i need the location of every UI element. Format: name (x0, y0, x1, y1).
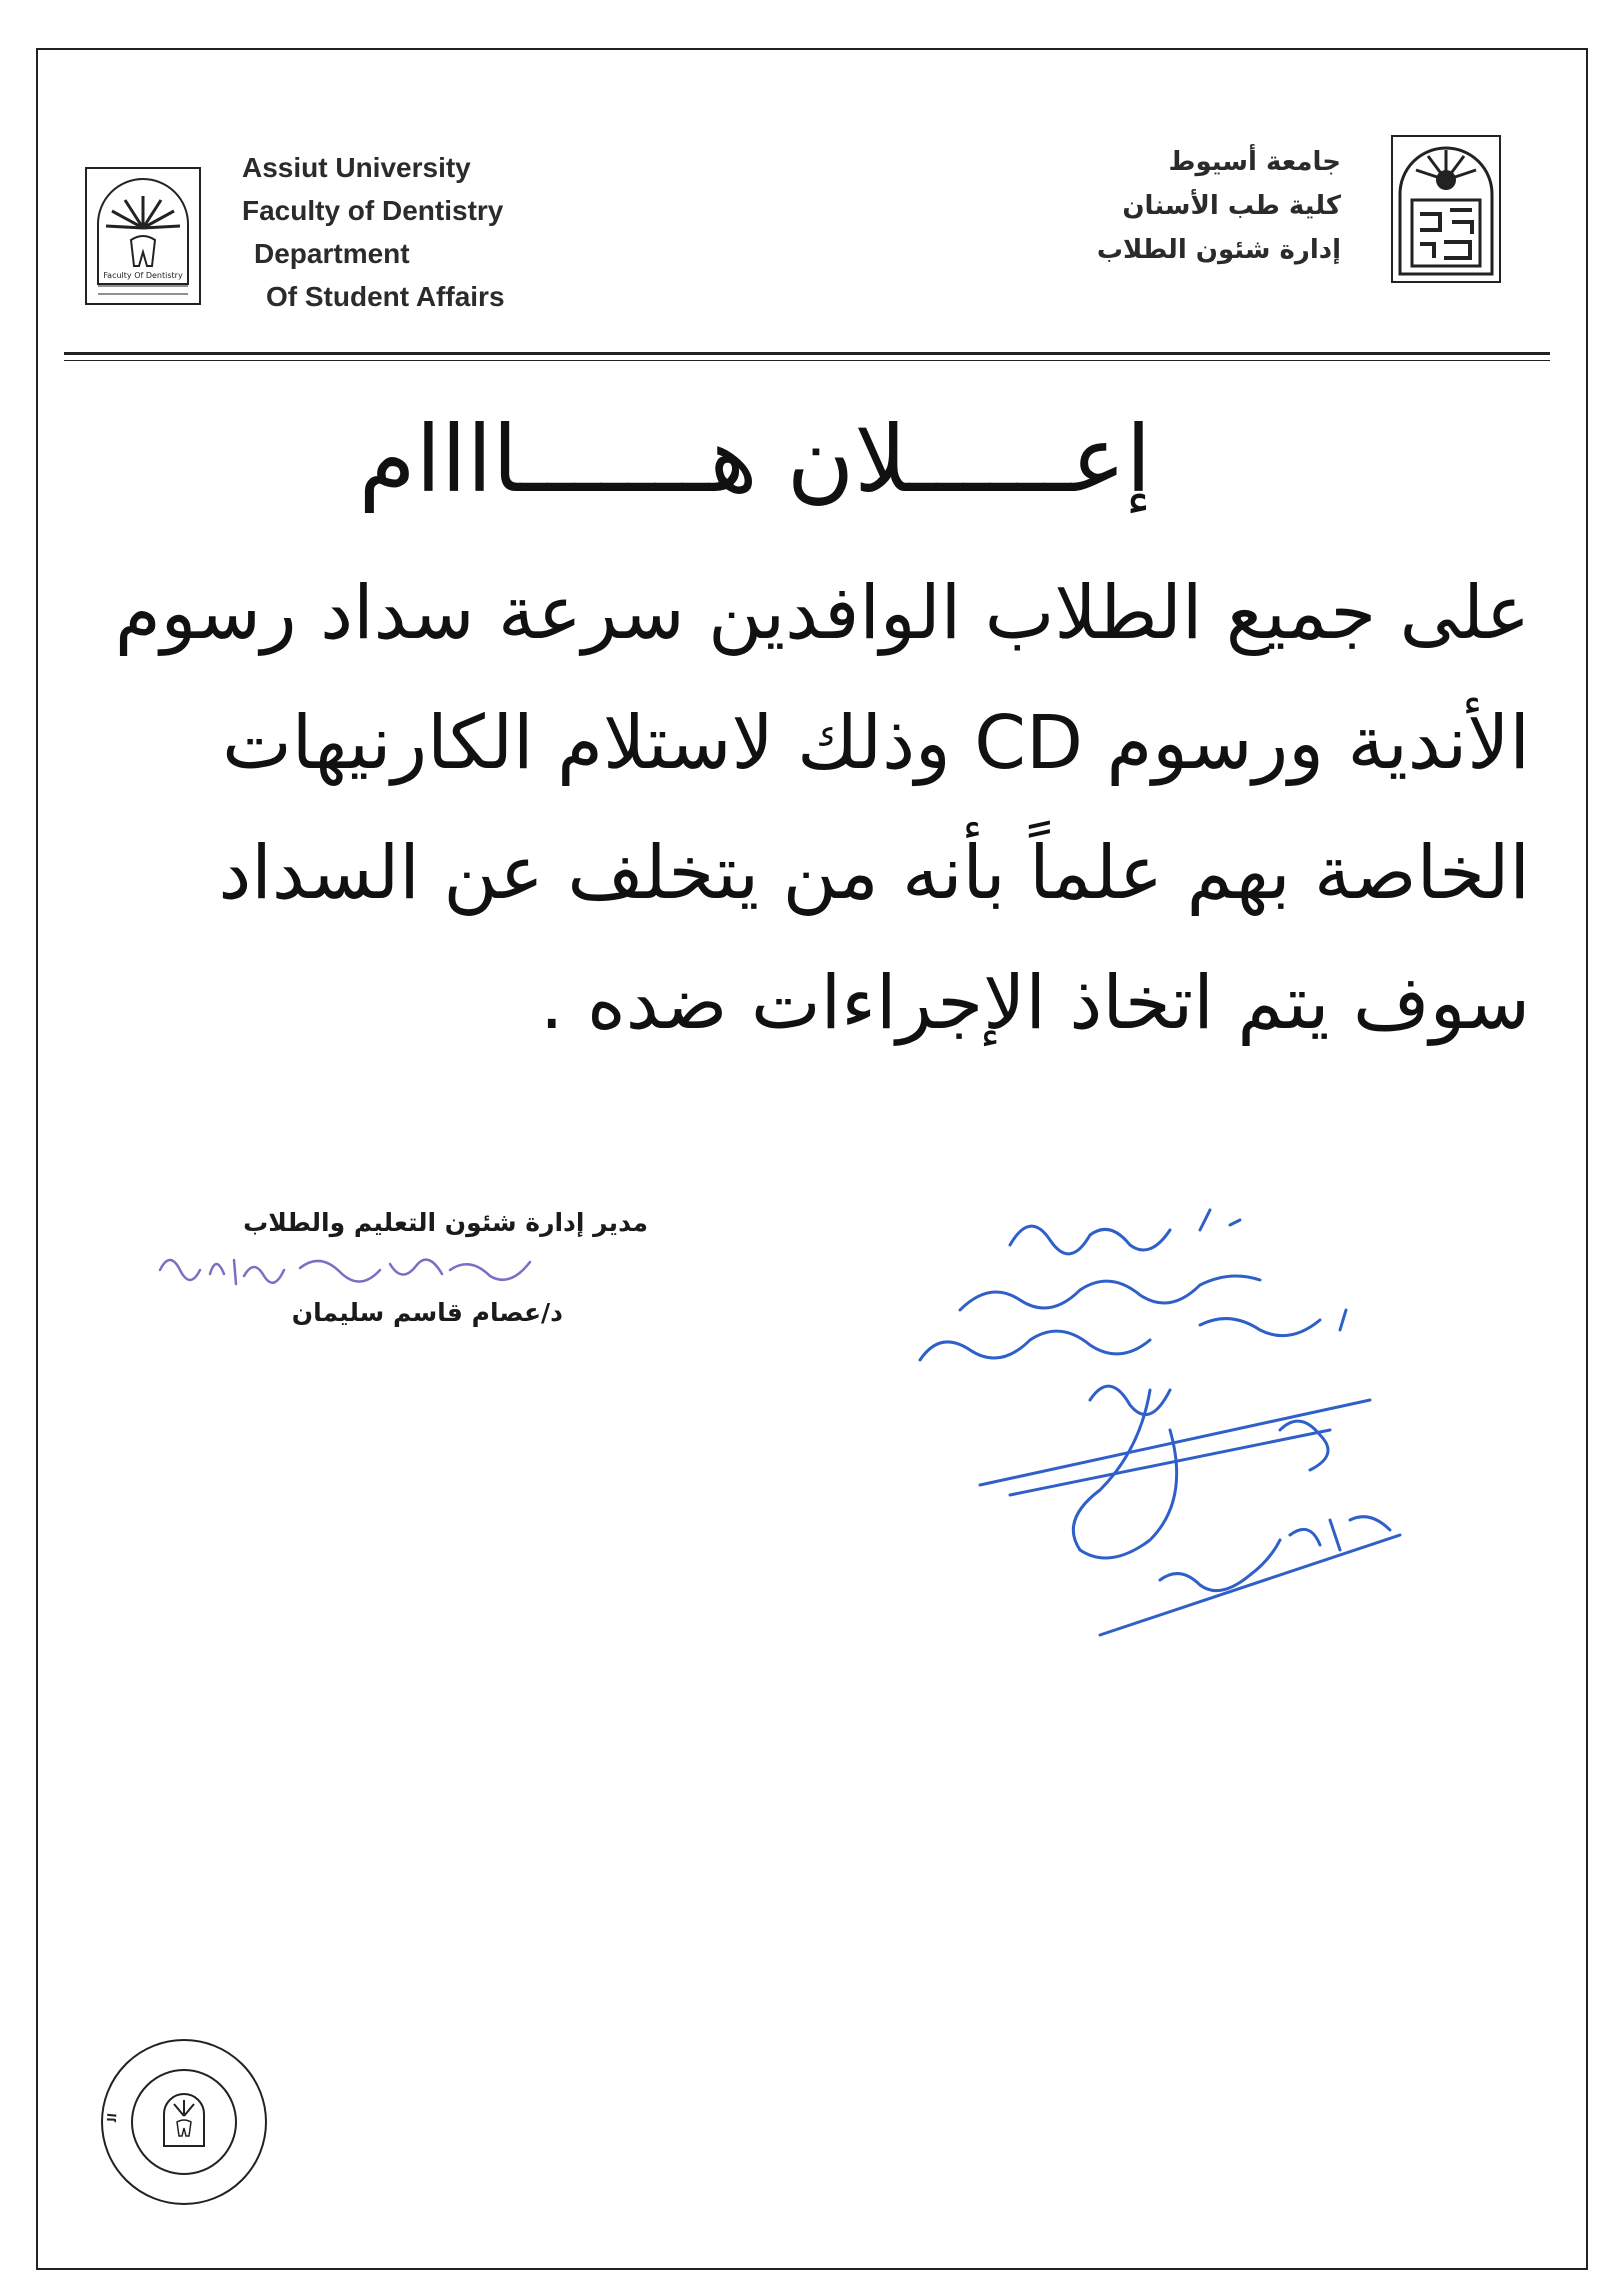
handwritten-approval-note (900, 1190, 1460, 1690)
left-logo-label: Faculty Of Dentistry (103, 271, 183, 280)
body-line: على جميع الطلاب الوافدين سرعة سداد رسوم (114, 570, 1530, 656)
english-department-name: Of Student Affairs (266, 281, 505, 312)
arabic-department-name: إدارة شئون الطلاب (1096, 235, 1341, 265)
page-border (36, 48, 1588, 2270)
announcement-body (70, 548, 1530, 1068)
header-rule (64, 352, 1550, 355)
handwritten-signature (150, 1240, 550, 1300)
signatory-name: د/عصام قاسم سليمان (291, 1298, 563, 1327)
signatory-title: مدير إدارة شئون التعليم والطلاب (243, 1208, 648, 1237)
body-line: الخاصة بهم علماً بأنه من يتخلف عن السداد (218, 830, 1530, 916)
english-department-label: Department (254, 238, 410, 269)
english-faculty-name: Faculty of Dentistry (242, 195, 504, 226)
stamp-ring-text: الصفحة الرسمية لكلية طب الأسنان جامعة أسيوط (91, 2025, 120, 2123)
arabic-university-name: جامعة أسيوط (1168, 147, 1341, 177)
body-line: الأندية ورسوم CD وذلك لاستلام الكارنيهات (222, 700, 1530, 786)
faculty-of-dentistry-logo (84, 166, 202, 306)
assiut-university-logo (1390, 134, 1502, 284)
arabic-faculty-name: كلية طب الأسنان (1122, 191, 1341, 221)
official-faculty-stamp (91, 2025, 270, 2208)
header-rule-thin (64, 360, 1550, 361)
english-header (242, 146, 505, 318)
arabic-header (1097, 140, 1341, 272)
body-line: سوف يتم اتخاذ الإجراءات ضده . (539, 960, 1530, 1046)
english-university-name: Assiut University (242, 152, 471, 183)
announcement-title: إعــــــلان هـــــــاااام (358, 406, 1152, 513)
